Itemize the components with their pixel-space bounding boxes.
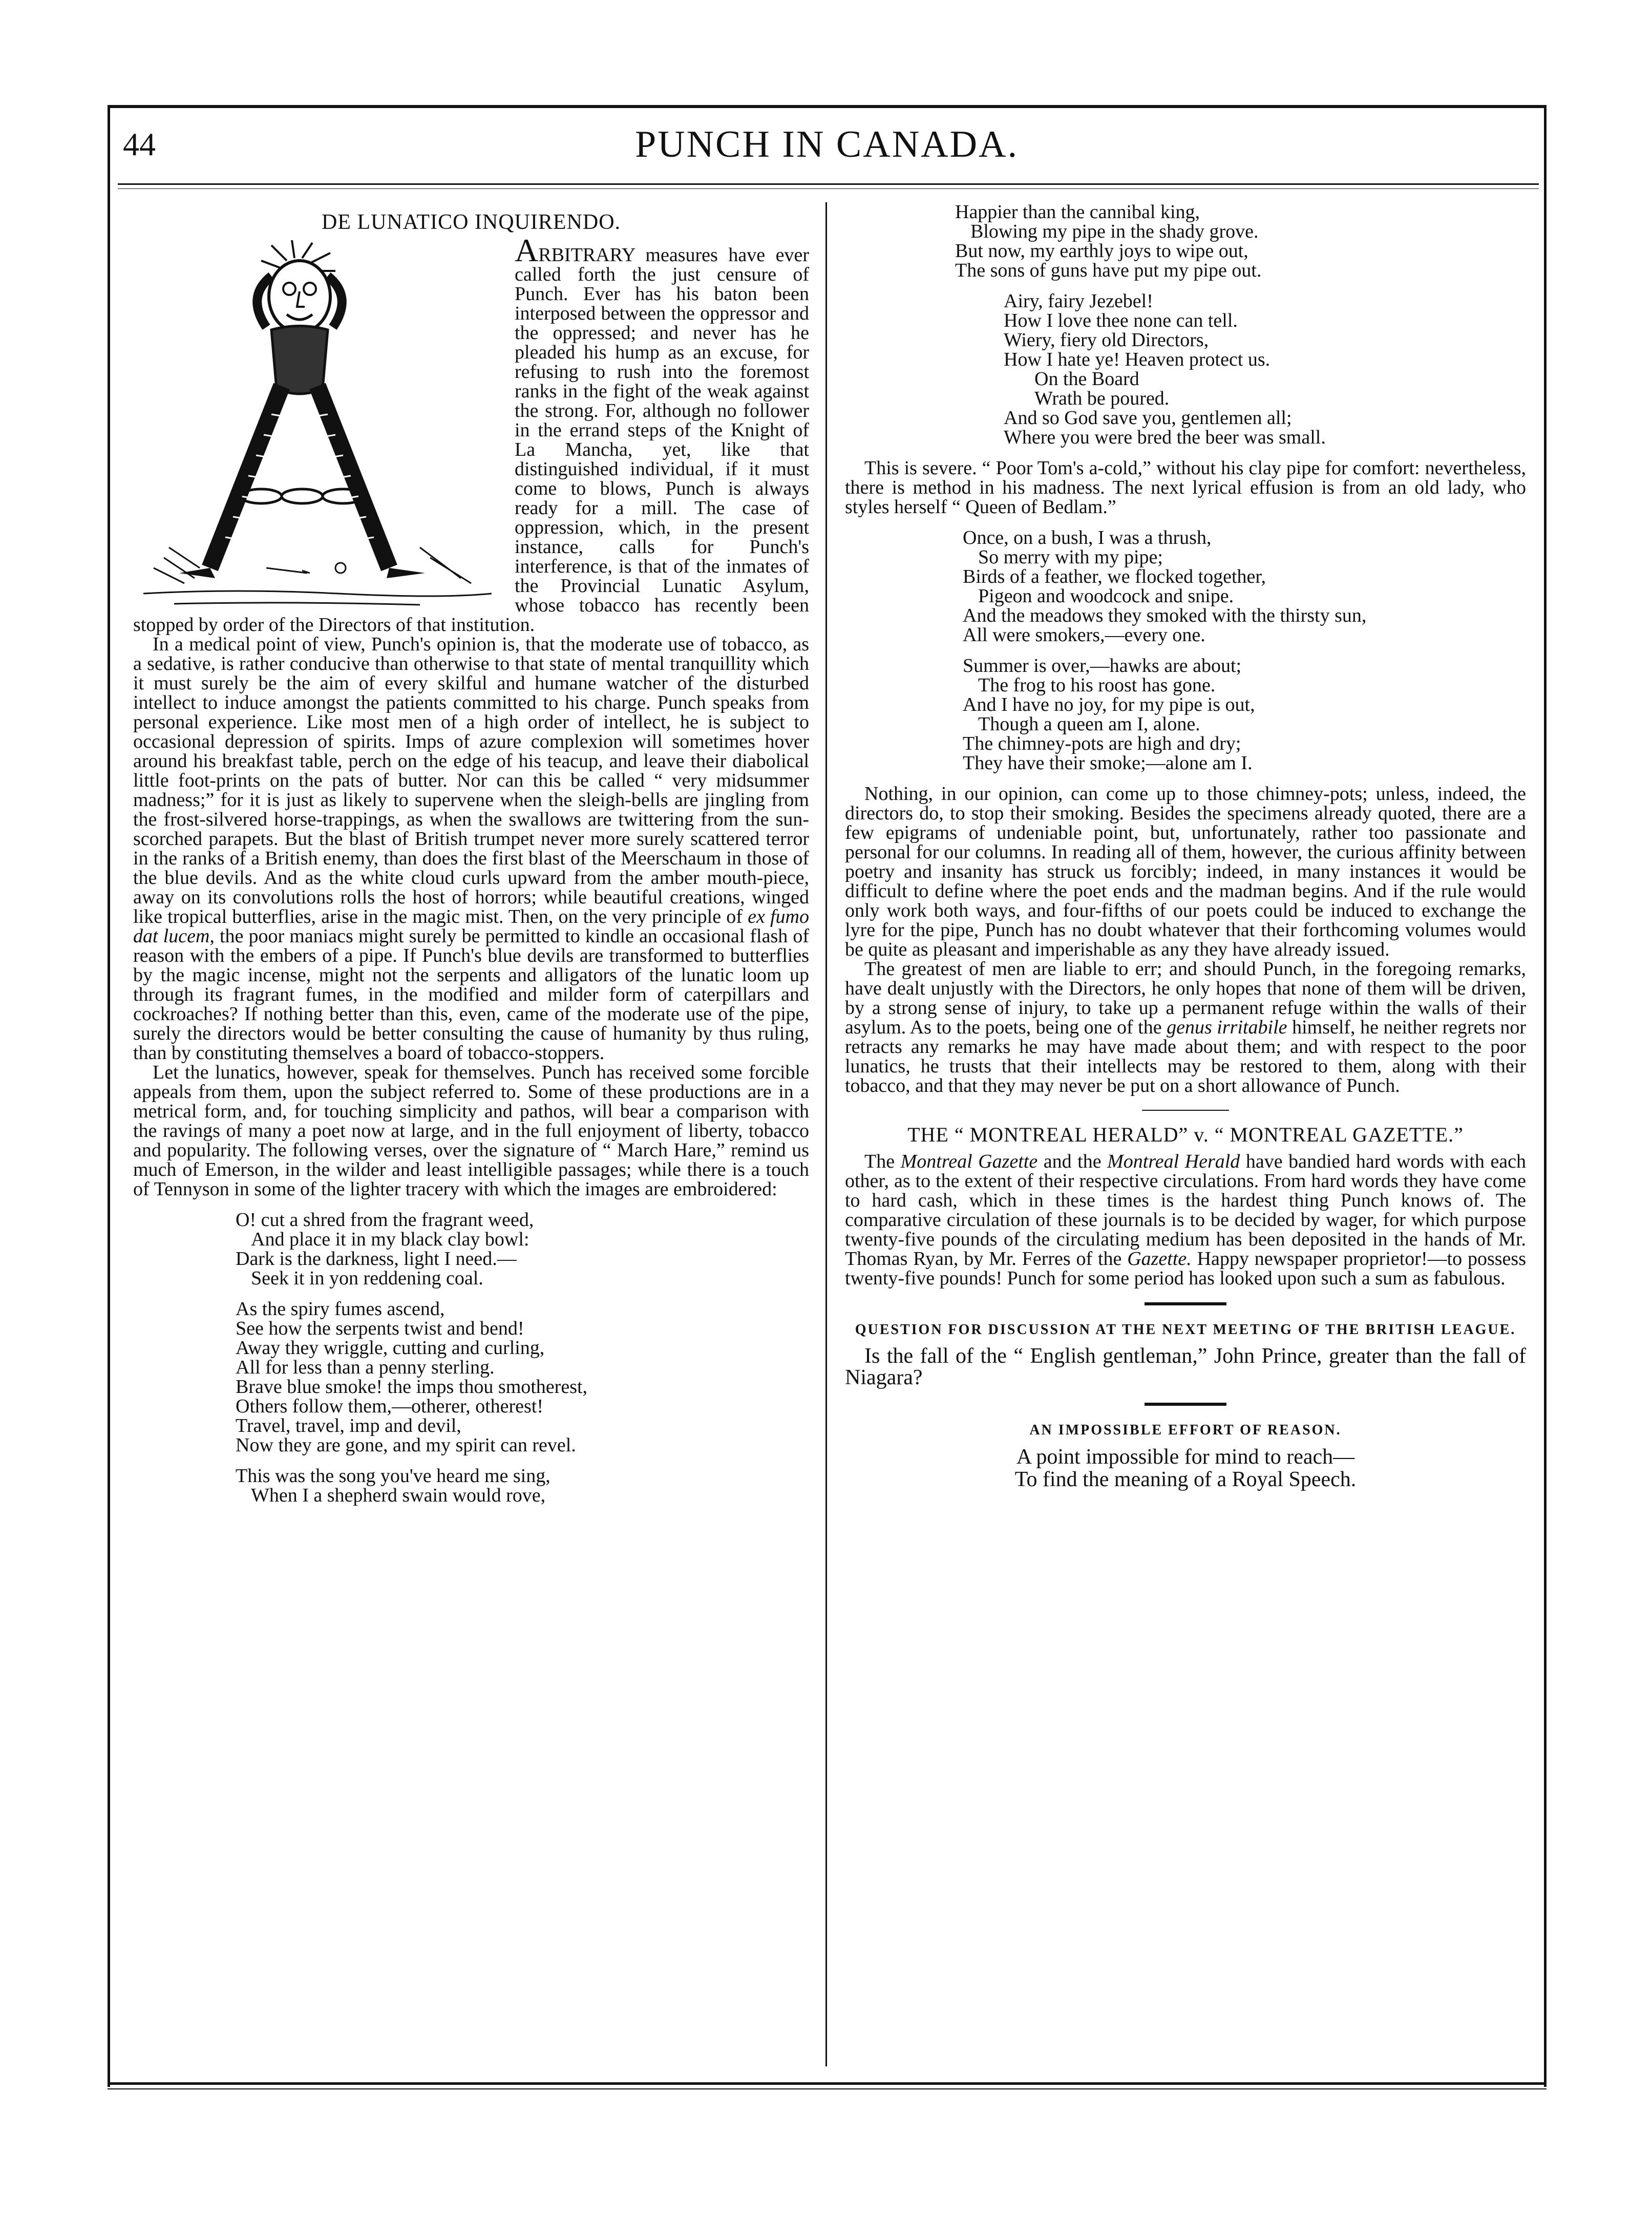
verse-line: How I love thee none can tell. bbox=[1004, 310, 1238, 331]
header-rule bbox=[118, 183, 1539, 185]
verse-line: See how the serpents twist and bend! bbox=[236, 1318, 524, 1339]
right-paragraph-chimney: Nothing, in our opinion, can come up to those chimney-pots; unless, indeed, the directors do, to stop their smoking. Besides the specimens already quoted, there are a few epigrams of undeniable point, but, unfortunately, rather too passionate and personal for our columns. In reading all of them, however, the curious affinity between poetry and insanity has struck us forcibly; indeed, in many instances it would be difficult to define where the poet ends and the madman begins. And if the rule would only work both ways, and four-fifths of our poets could be induced to exchange the lyre for the pipe, Punch has no doubt whatever that their forthcoming volumes would be quite as pleasant and imperishable as any they have already issued. bbox=[845, 783, 1526, 960]
latin-phrase: ex fumo dat lucem, bbox=[133, 906, 809, 947]
a2-and: and the bbox=[1043, 1151, 1102, 1172]
verse-line: And I have no joy, for my pipe is out, bbox=[963, 694, 1255, 715]
couplet-line-2: To find the meaning of a Royal Speech. bbox=[1014, 1468, 1357, 1491]
couplet-line-1: A point impossible for mind to reach— bbox=[1016, 1445, 1355, 1469]
verse-line: Others follow them,—otherer, otherest! bbox=[236, 1396, 544, 1417]
verse-line: Where you were bred the beer was small. bbox=[1004, 427, 1326, 448]
article1-opening-paragraph: ARBITRARY measures have ever called forth the just censure of Punch. Ever has his baton been interposed between the oppressor and the oppressed; and never has he pleaded his hump as an excuse, for refusing to rush into the foremost ranks in the fight of the weak against the strong. For, although no follower in the errand steps of the Knight of La Mancha, yet, like that distinguished individual, if it must come to blows, Punch is always ready for a mill. The case of oppression, which, in the present instance, calls for Punch's interference, is that of the inmates of the Provincial Lunatic Asylum, whose tobacco has recently been stopped by order of the Directors of that institution. bbox=[133, 232, 809, 636]
punch-figure-clutching-head-icon bbox=[133, 240, 502, 614]
verse-line: They have their smoke;—alone am I. bbox=[963, 752, 1253, 774]
verse-line: Pigeon and woodcock and snipe. bbox=[978, 585, 1234, 607]
article1-paragraph-3: Let the lunatics, however, speak for themselves. Punch has received some forcible appeals from them, upon the subject referred to. Some of these productions are in a metrical form, and, for touching simplicity and pathos, will bear a comparison with the ravings of many a poet now at large, and in the full enjoyment of liberty, tobacco and popularity. The following verses, over the signature of “ March Hare,” remind us much of Emerson, in the wilder and least intelligible passages; while there is a touch of Tennyson in some of the lighter tracery with which the images are embroidered: bbox=[133, 1062, 809, 1200]
article-title-impossible: AN IMPOSSIBLE EFFORT OF REASON. bbox=[1029, 1422, 1342, 1438]
left-column bbox=[133, 202, 809, 1516]
verse-line: Brave blue smoke! the imps thou smotherest, bbox=[236, 1376, 588, 1398]
herald-gazette-paragraph bbox=[845, 1152, 1526, 1288]
verse-line: All were smokers,—every one. bbox=[963, 624, 1205, 646]
verse-line: Away they wriggle, cutting and curling, bbox=[236, 1337, 545, 1359]
verse-stanza-6 bbox=[963, 528, 1526, 645]
a2-body2: Happy newspaper proprietor!—to possess twenty-five pounds! Punch for some period has looked upon such a sum as fabulous. bbox=[845, 1248, 1526, 1289]
right-paragraph-severe: This is severe. “ Poor Tom's a-cold,” without his clay pipe for comfort: nevertheless, there is method in his madness. The next lyrical effusion is from an old lady, who styles herself “ Queen of Bedlam.” bbox=[845, 457, 1526, 518]
verse-stanza-4 bbox=[955, 202, 1526, 280]
p6-end: himself, he neither regrets nor retracts any remarks he may have made about them; and with respect to the poor lunatics, he trusts that their intellects may be restored to them, along with their tobacco, and that they may never be put on a short allowance of Punch. bbox=[845, 1017, 1527, 1096]
verse-line: The sons of guns have put my pipe out. bbox=[955, 260, 1262, 281]
verse-line: Wrath be poured. bbox=[1034, 388, 1170, 409]
verse-line: Wiery, fiery old Directors, bbox=[1004, 329, 1209, 351]
masthead-title: PUNCH IN CANADA. bbox=[635, 123, 1019, 165]
verse-line: When I a shepherd swain would rove, bbox=[251, 1485, 546, 1506]
article1-p2-text: In a medical point of view, Punch's opinion is, that the moderate use of tobacco, as a sedative, is rather conducive than otherwise to that state of mental tranquillity which it must surely be the aim of every skilful and humane watcher of the disturbed intellect to induce amongst the patients committed to his charge. Punch speaks from personal experience. Like most men of a high order of intellect, he is subject to occasional depression of spirits. Imps of azure complexion will sometimes hover around his breakfast table, perch on the edge of his teacup, and leave their diabolical little foot-prints on the pats of butter. Nor can this be called “ very midsummer madness;” for it is just as likely to supervene when the sleigh-bells are jingling from the frost-silvered horse-trappings, as when the swallows are twittering from the sun-scorched parapets. But the blast of British trumpet never more surely scattered terror in the ranks of a British enemy, than does the first blast of the Meerschaum in those of the blue devils. And as the white cloud curls upward from the amber mouth-piece, away on its convolutions rolls the host of horrors; while beautiful creations, winged like tropical butterflies, arise in the magic mist. Then, on the very principle of bbox=[133, 633, 809, 927]
right-paragraph-greatest bbox=[845, 959, 1526, 1095]
verse-line: O! cut a shred from the fragrant weed, bbox=[236, 1209, 534, 1231]
article-title-herald-gazette: THE “ MONTREAL HERALD” v. “ MONTREAL GAZETTE.” bbox=[907, 1123, 1464, 1146]
article1-p2-end: the poor maniacs might surely be permitted to kindle an occasional flash of reason with the embers of a pipe. If Punch's blue devils are transformed to butterflies by the magic incense, might not the serpents and alligators of the lunatic loom up through its fragrant fumes, in the modified and milder form of caterpillars and cockroaches? If nothing better than this, even, came of the moderate use of the pipe, surely the directors would be better consulting the cause of humanity by thus ruling, than by constituting themselves a board of tobacco-stoppers. bbox=[133, 925, 809, 1064]
verse-line: Seek it in yon reddening coal. bbox=[251, 1267, 483, 1289]
verse-line: Summer is over,—hawks are about; bbox=[963, 655, 1242, 677]
verse-line: So merry with my pipe; bbox=[978, 546, 1163, 568]
verse-line: All for less than a penny sterling. bbox=[236, 1357, 495, 1378]
column-divider bbox=[825, 202, 827, 2066]
verse-line: Dark is the darkness, light I need.— bbox=[236, 1248, 517, 1270]
verse-line: Once, on a bush, I was a thrush, bbox=[963, 527, 1212, 548]
a2-body1: have bandied hard words with each other, as to the extent of their respective circulations. From hard words they have come to hard cash, which in these times is the hardest thing Punch knows of. The comparative circulation of these journals is to be decided by wager, for which purpose twenty-five pounds of the circulating medium has been deposited in the hands of Mr. Thomas Ryan, by Mr. Ferres of the bbox=[845, 1151, 1527, 1270]
article-title-lunatico: DE LUNATICO INQUIRENDO. bbox=[321, 210, 621, 234]
header-rule-thin bbox=[118, 188, 1539, 189]
verse-line: Now they are gone, and my spirit can revel. bbox=[236, 1434, 576, 1456]
page-bottom-rule bbox=[108, 2082, 1547, 2085]
verse-line: And place it in my black clay bowl: bbox=[251, 1229, 530, 1250]
genus-irritabile: genus irritabile bbox=[1167, 1017, 1287, 1038]
verse-line: As the spiry fumes ascend, bbox=[236, 1298, 445, 1320]
verse-stanza-5 bbox=[1004, 291, 1526, 447]
gazette-name-2: Gazette. bbox=[1127, 1248, 1192, 1270]
verse-stanza-7 bbox=[963, 656, 1526, 773]
verse-line: The chimney-pots are high and dry; bbox=[963, 733, 1241, 754]
verse-line: The frog to his roost has gone. bbox=[978, 674, 1216, 696]
verse-line: This was the song you've heard me sing, bbox=[236, 1465, 550, 1487]
verse-stanza-3 bbox=[236, 1466, 809, 1505]
verse-line: Happier than the cannibal king, bbox=[955, 201, 1200, 223]
article-title-question: QUESTION FOR DISCUSSION AT THE NEXT MEETING OF THE BRITISH LEAGUE. bbox=[855, 1322, 1516, 1338]
page-number: 44 bbox=[123, 126, 156, 162]
verse-line: Airy, fairy Jezebel! bbox=[1004, 290, 1153, 312]
verse-line: And so God save you, gentlemen all; bbox=[1004, 407, 1292, 429]
article1-paragraph-2 bbox=[133, 635, 809, 1063]
section-divider-thick bbox=[1145, 1302, 1226, 1305]
illustration-svg bbox=[133, 240, 502, 614]
herald-name: Montreal Herald bbox=[1107, 1151, 1240, 1172]
verse-line: Though a queen am I, alone. bbox=[978, 713, 1200, 735]
verse-line: Travel, travel, imp and devil, bbox=[236, 1415, 461, 1436]
article1-opening-text: RBITRARY measures have ever called forth the just censure of Punch. Ever has his baton been interposed between the oppressor and the oppressed; and never has he pleaded his hump as an excuse, for refusing to rush into the foremost ranks in the fight of the weak against the strong. For, although no follower in the errand steps of the Knight of La Mancha, yet, like that distinguished individual, if it must come to blows, Punch is always ready for a mill. The case of oppression, which, in the present instance, calls for Punch's interference, is that of the inmates of the Provincial Lunatic Asylum, whose tobacco has recently been stopped by order of the Directors of that institution. bbox=[133, 244, 809, 636]
verse-line: Birds of a feather, we flocked together, bbox=[963, 566, 1266, 587]
page-bottom-rule-thin bbox=[108, 2088, 1547, 2089]
verse-line: But now, my earthly joys to wipe out, bbox=[955, 240, 1248, 262]
verse-line: On the Board bbox=[1034, 368, 1139, 390]
a2-the: The bbox=[864, 1151, 895, 1172]
verse-stanza-2 bbox=[236, 1299, 809, 1455]
question-paragraph: Is the fall of the “ English gentleman,” John Prince, greater than the fall of Niagara? bbox=[845, 1344, 1526, 1389]
verse-line: Blowing my pipe in the shady grove. bbox=[970, 221, 1259, 242]
impossible-couplet bbox=[845, 1446, 1526, 1491]
right-column bbox=[845, 202, 1526, 1491]
p6-start: The greatest of men are liable to err; and should Punch, in the foregoing remarks, have dealt unjustly with the Directors, he only hopes that none of them will be driven, by a strong sense of injury, to take up a permanent refuge within the walls of their asylum. As to the poets, being one of the bbox=[845, 958, 1526, 1038]
verse-line: How I hate ye! Heaven protect us. bbox=[1004, 349, 1270, 370]
gazette-name: Montreal Gazette bbox=[900, 1151, 1038, 1172]
section-divider-thick-2 bbox=[1145, 1403, 1226, 1406]
verse-stanza-1 bbox=[236, 1210, 809, 1288]
section-divider bbox=[1142, 1110, 1229, 1111]
verse-line: And the meadows they smoked with the thirsty sun, bbox=[963, 605, 1367, 626]
